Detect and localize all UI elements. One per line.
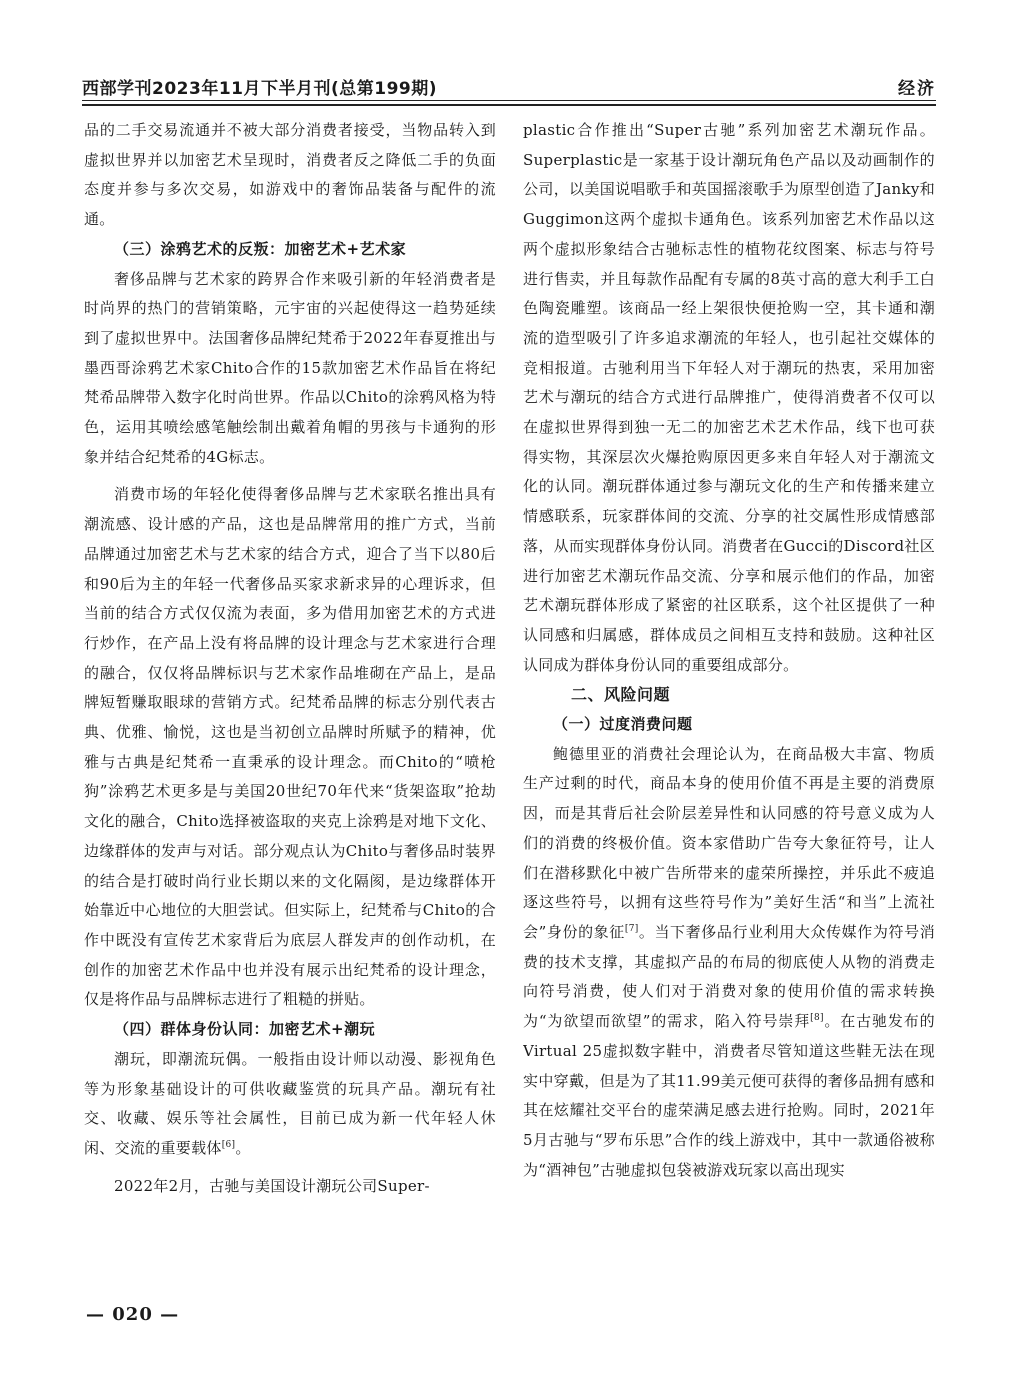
- paragraph: [523, 740, 935, 1186]
- section-label: 经济: [898, 79, 936, 99]
- paragraph: 奢侈品牌与艺术家的跨界合作来吸引新的年轻消费者是时尚界的热门的营销策略，元宇宙的兴起使得这一趋势延续到了虚拟世界中。法国奢侈品牌纪梵希于2022年春夏推出与墨西哥涂鸦艺术家Chito合作的15款加密艺术作品旨在将纪梵希品牌带入数字化时尚世界。作品以Chito的涂鸦风格为特色，运用其喷绘感笔触绘制出戴着角帽的男孩与卡通狗的形象并结合纪梵希的4G标志。: [84, 269, 496, 466]
- paragraph: 2022年2月，古驰与美国设计潮玩公司Super-: [114, 1176, 430, 1195]
- paragraph-text: 。当下奢侈品行业利用大众传媒作为符号消费的技术支撑，其虚拟产品的布局的彻底使人从物的消费走向符号消费，使人们对于消费对象的使用价值的需求转换为“为欲望而欲望”的需求，陷入符号崇拜: [523, 922, 935, 1031]
- paragraph: 品的二手交易流通并不被大部分消费者接受，当物品转入到虚拟世界并以加密艺术呈现时，消费者反之降低二手的负面态度并参与多次交易，如游戏中的奢饰品装备与配件的流通。: [84, 121, 496, 229]
- paragraph: [84, 1045, 496, 1164]
- left-column: [84, 116, 496, 1326]
- citation-ref: [6]: [221, 1139, 236, 1150]
- citation-ref: [7]: [624, 923, 639, 934]
- subsection-heading: （四）群体身份认同：加密艺术+潮玩: [114, 1020, 376, 1039]
- paragraph: 消费市场的年轻化使得奢侈品牌与艺术家联名推出具有潮流感、设计感的产品，这也是品牌常用的推广方式，当前品牌通过加密艺术与艺术家的结合方式，迎合了当下以80后和90后为主的年轻一代奢侈品买家求新求异的心理诉求，但当前的结合方式仅仅流为表面，多为借用加密艺术的方式进行炒作，在产品上没有将品牌的设计理念与艺术家进行合理的融合，仅仅将品牌标识与艺术家作品堆砌在产品上，是品牌短暂赚取眼球的营销方式。纪梵希品牌的标志分别代表古典、优雅、愉悦，这也是当初创立品牌时所赋予的精神，优雅与古典是纪梵希一直秉承的设计理念。而Chito的“喷枪狗”涂鸦艺术更多是与美国20世纪70年代来“货架盗取”抢劫文化的融合，Chito选择被盗取的夹克上涂鸦是对地下文化、边缘群体的发声与对话。部分观点认为Chito与奢侈品时装界的结合是打破时尚行业长期以来的文化隔阂，是边缘群体开始靠近中心地位的大胆尝试。但实际上，纪梵希与Chito的合作中既没有宣传艺术家背后为底层人群发声的创作动机，在创作的加密艺术作品中也并没有展示出纪梵希的设计理念，仅是将作品与品牌标志进行了粗糙的拼贴。: [84, 485, 496, 1009]
- header-rule-thick: [82, 104, 936, 106]
- paragraph-text: 。在古驰发布的Virtual 25虚拟数字鞋中，消费者尽管知道这些鞋无法在现实中穿戴，但是为了其11.99美元便可获得的奢侈品拥有感和其在炫耀社交平台的虚荣满足感去进行抢购。同时，2021年5月古驰与“罗布乐思”合作的线上游戏中，其中一款通俗被称为“酒神包”古驰虚拟包袋被游戏玩家以高出现实: [523, 1012, 935, 1179]
- spacer: [84, 1164, 496, 1172]
- spacer: [84, 472, 496, 480]
- citation-ref: [8]: [810, 1013, 824, 1024]
- paragraph-text: 。: [235, 1138, 251, 1157]
- running-header: [82, 70, 936, 100]
- subsection-heading: （一）过度消费问题: [553, 715, 693, 734]
- right-column: [523, 116, 935, 1326]
- header-rule-thin: [82, 100, 936, 101]
- journal-issue-line: 西部学刊2023年11月下半月刊(总第199期): [82, 79, 437, 99]
- paragraph: plastic合作推出“Super古驰”系列加密艺术潮玩作品。Superplastic是一家基于设计潮玩角色产品以及动画制作的公司，以美国说唱歌手和英国摇滚歌手为原型创造了Janky和Guggimon这两个虚拟卡通角色。该系列加密艺术作品以这两个虚拟形象结合古驰标志性的植物花纹图案、标志与符号进行售卖，并且每款作品配有专属的8英寸高的意大利手工白色陶瓷雕塑。该商品一经上架很快便抢购一空，其卡通和潮流的造型吸引了许多追求潮流的年轻人，也引起社交媒体的竞相报道。古驰利用当下年轻人对于潮玩的热衷，采用加密艺术与潮玩的结合方式进行品牌推广，使得消费者不仅可以在虚拟世界得到独一无二的加密艺术艺术作品，线下也可获得实物，其深层次火爆抢购原因更多来自年轻人对于潮流文化的认同。潮玩群体通过参与潮玩文化的生产和传播来建立情感联系，玩家群体间的交流、分享的社交属性形成情感部落，从而实现群体身份认同。消费者在Gucci的Discord社区进行加密艺术潮玩作品交流、分享和展示他们的作品，加密艺术潮玩群体形成了紧密的社区联系，这个社区提供了一种认同感和归属感，群体成员之间相互支持和鼓励。这种社区认同成为群体身份认同的重要组成部分。: [523, 121, 935, 674]
- paragraph-text: 鲍德里亚的消费社会理论认为，在商品极大丰富、物质生产过剩的时代，商品本身的使用价值不再是主要的消费原因，而是其背后社会阶层差异性和认同感的符号意义成为人们的消费的终极价值。资本家借助广告夸大象征符号，让人们在潜移默化中被广告所带来的虚荣所操控，并乐此不疲追逐这些符号，以拥有这些符号作为”美好生活“和当”上流社会”身份的象征: [523, 744, 935, 941]
- paragraph-text: 潮玩，即潮流玩偶。一般指由设计师以动漫、影视角色等为形象基础设计的可供收藏鉴赏的玩具产品。潮玩有社交、收藏、娱乐等社会属性，目前已成为新一代年轻人休闲、交流的重要载体: [84, 1049, 496, 1157]
- section-heading: 二、风险问题: [571, 685, 671, 705]
- page-number: — 020 —: [86, 1304, 180, 1325]
- subsection-heading: （三）涂鸦艺术的反叛：加密艺术+艺术家: [114, 239, 407, 258]
